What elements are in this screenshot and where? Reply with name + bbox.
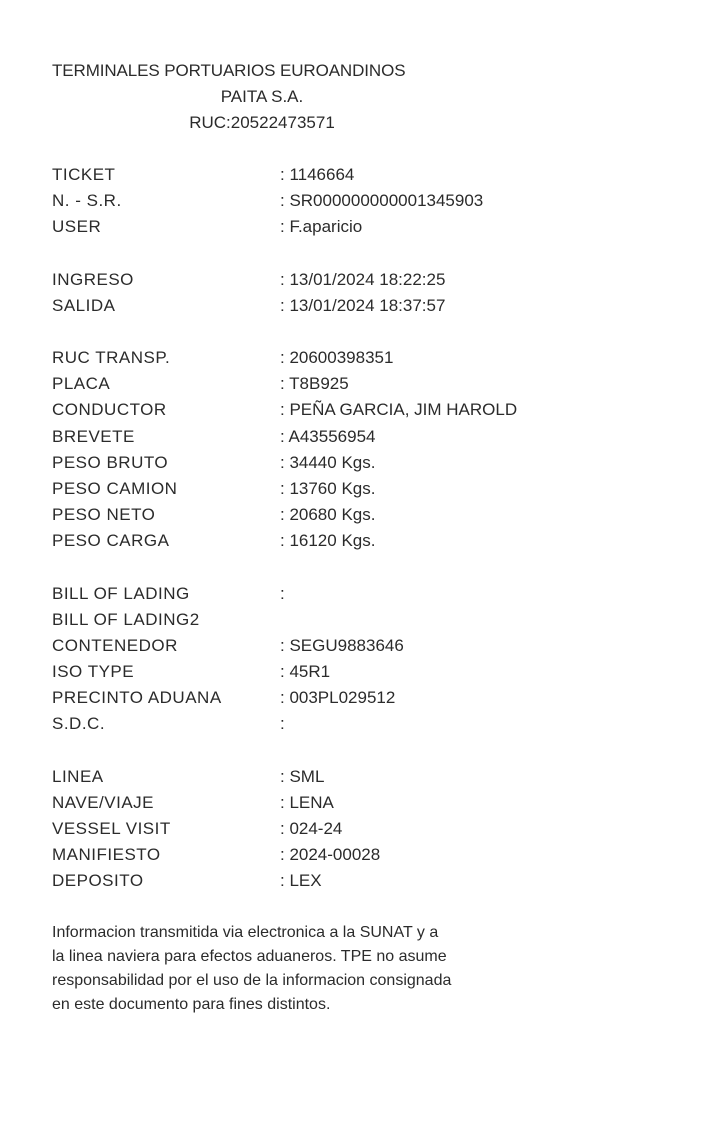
field-label: RUC TRANSP. [52,348,171,368]
field-value: : SR000000000001345903 [280,191,484,211]
field-row-peso-camion [52,476,672,502]
legal-line: la linea naviera para efectos aduaneros. TPE no asume [52,947,447,965]
field-value: : 20600398351 [280,348,394,368]
field-row-user [52,214,672,240]
field-value: : LEX [280,871,322,891]
field-label: PRECINTO ADUANA [52,688,222,708]
field-label: MANIFIESTO [52,845,161,865]
field-row-ingreso [52,267,672,293]
field-label: ISO TYPE [52,662,135,682]
field-label: PESO NETO [52,505,156,525]
field-row-ticket [52,162,672,188]
field-label: S.D.C. [52,714,106,734]
field-label: NAVE/VIAJE [52,792,154,812]
field-value: : LENA [280,792,334,812]
field-value: : F.aparicio [280,217,363,237]
field-label: TICKET [52,165,116,185]
field-value: : SEGU9883646 [280,635,404,655]
field-row-manifiesto [52,842,672,868]
field-label: PLACA [52,374,111,394]
field-label: INGRESO [52,269,134,289]
field-label: PESO BRUTO [52,452,169,472]
vessel-info-group [52,764,672,895]
field-value: : 024-24 [280,819,343,839]
time-info-group [52,267,672,319]
field-row-bill-of-lading [52,580,672,606]
field-value: : [280,714,285,734]
field-row-peso-bruto [52,450,672,476]
company-suffix: PAITA S.A. [220,87,304,106]
field-row-placa [52,371,672,397]
ticket-document [52,58,672,1017]
field-value: : PEÑA GARCIA, JIM HAROLD [280,400,518,420]
cargo-info-group [52,580,672,737]
field-row-conductor [52,397,672,423]
field-row-ruc-transp [52,345,672,371]
company-name: TERMINALES PORTUARIOS EUROANDINOS [52,61,406,80]
field-row-deposito [52,868,672,894]
field-value: : 2024-00028 [280,845,381,865]
field-value: : 13760 Kgs. [280,478,376,498]
field-label: LINEA [52,766,104,786]
field-label: PESO CARGA [52,531,170,551]
field-value: : 1146664 [280,165,355,185]
field-label: CONTENEDOR [52,635,178,655]
legal-line: Informacion transmitida via electronica a la SUNAT y a [52,923,439,941]
transport-info-group [52,345,672,555]
field-value: : 16120 Kgs. [280,531,376,551]
field-row-salida [52,293,672,319]
field-label: BILL OF LADING [52,583,190,603]
field-value: : 20680 Kgs. [280,505,376,525]
field-row-precinto-aduana [52,685,672,711]
legal-line: responsabilidad por el uso de la informacion consignada [52,971,452,989]
field-label: DEPOSITO [52,871,144,891]
ticket-info-group [52,162,672,241]
field-label: BILL OF LADING2 [52,609,200,629]
field-value: : 003PL029512 [280,688,396,708]
field-value: : 13/01/2024 18:37:57 [280,295,446,315]
field-value: : SML [280,766,325,786]
field-label: VESSEL VISIT [52,819,171,839]
field-label: BREVETE [52,426,135,446]
field-row-bill-of-lading2 [52,607,672,633]
company-ruc: RUC:20522473571 [189,113,335,132]
field-value: : [280,583,285,603]
field-row-peso-carga [52,528,672,554]
field-row-peso-neto [52,502,672,528]
field-label: N. - S.R. [52,191,122,211]
field-row-linea [52,764,672,790]
field-label: SALIDA [52,295,116,315]
field-row-iso-type [52,659,672,685]
field-label: CONDUCTOR [52,400,167,420]
field-row-nave-viaje [52,790,672,816]
field-value: : 45R1 [280,662,331,682]
field-value: : 13/01/2024 18:22:25 [280,269,446,289]
field-label: USER [52,217,102,237]
ticket-header [52,58,672,136]
field-label: PESO CAMION [52,478,178,498]
legal-line: en este documento para fines distintos. [52,995,331,1013]
field-value: : T8B925 [280,374,349,394]
field-value: : 34440 Kgs. [280,452,376,472]
field-row-brevete [52,424,672,450]
field-row-sdc [52,711,672,737]
field-row-sr [52,188,672,214]
field-value: : A43556954 [280,426,376,446]
legal-notice [52,921,632,1017]
field-row-contenedor [52,633,672,659]
field-row-vessel-visit [52,816,672,842]
